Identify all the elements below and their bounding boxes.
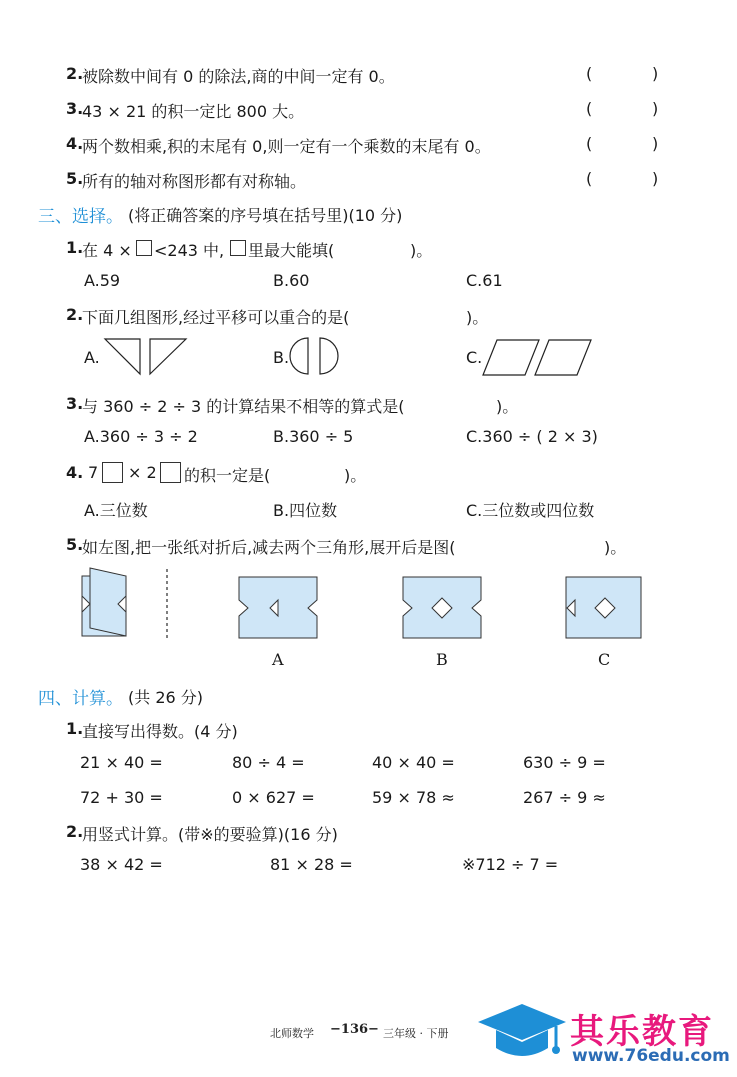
answer-paren-left[interactable]: ( xyxy=(586,169,593,188)
question-digit: 7 xyxy=(88,463,99,482)
question-number: 3. xyxy=(66,394,84,413)
question-text: 与 360 ÷ 2 ÷ 3 的计算结果不相等的算式是( xyxy=(82,397,405,416)
item-number: 2. xyxy=(66,64,84,83)
option-c[interactable]: C.360 ÷ ( 2 × 3) xyxy=(466,427,598,446)
option-b-label[interactable]: B xyxy=(436,650,448,669)
answer-paren-right: ) xyxy=(652,99,659,118)
option-a-label[interactable]: A. xyxy=(84,348,100,367)
option-a-triangles-figure xyxy=(104,338,194,378)
question-number: 1. xyxy=(66,719,84,738)
question-text-pre: 在 4 × xyxy=(82,241,132,260)
dashed-divider xyxy=(166,569,170,641)
answer-paren-close[interactable]: )。 xyxy=(496,397,519,416)
item-number: 3. xyxy=(66,99,84,118)
question-text: 下面几组图形,经过平移可以重合的是( xyxy=(82,308,350,327)
question-text: 的积一定是( xyxy=(184,466,271,485)
option-b-label[interactable]: B. xyxy=(273,348,290,367)
section-title: 三、选择。 xyxy=(38,207,123,227)
vertical-calc-item[interactable]: 38 × 42 = xyxy=(80,855,163,874)
footer-grade: 三年级 · 下册 xyxy=(383,1027,449,1040)
question-text: 如左图,把一张纸对折后,减去两个三角形,展开后是图( xyxy=(82,538,456,557)
answer-paren-close[interactable]: )。 xyxy=(344,466,367,485)
oral-calc-item[interactable]: 80 ÷ 4 = xyxy=(232,753,305,772)
option-b[interactable]: B.60 xyxy=(273,271,310,290)
item-text: 被除数中间有 0 的除法,商的中间一定有 0。 xyxy=(82,67,395,86)
oral-calc-item[interactable]: 59 × 78 ≈ xyxy=(372,788,455,807)
oral-calc-item[interactable]: 267 ÷ 9 ≈ xyxy=(523,788,606,807)
section-note: (将正确答案的序号填在括号里)(10 分) xyxy=(128,206,403,225)
option-b[interactable]: B.360 ÷ 5 xyxy=(273,427,354,446)
answer-paren-right: ) xyxy=(652,169,659,188)
blank-box xyxy=(134,239,154,258)
item-text: 所有的轴对称图形都有对称轴。 xyxy=(82,172,307,191)
brand-url: www.76edu.com xyxy=(572,1046,730,1066)
vertical-calc-item[interactable]: ※712 ÷ 7 = xyxy=(462,855,559,874)
option-a[interactable]: A.59 xyxy=(84,271,121,290)
page-number: −136− xyxy=(330,1022,379,1037)
unfolded-option-c-figure[interactable] xyxy=(565,576,643,640)
graduation-cap-icon xyxy=(476,1002,568,1066)
option-c-parallelograms-figure xyxy=(483,339,593,379)
question-number: 2. xyxy=(66,305,84,324)
unfolded-option-a-figure[interactable] xyxy=(238,576,320,640)
question-number: 1. xyxy=(66,238,84,257)
brand-name: 其乐教育 xyxy=(570,1012,714,1052)
blank-box xyxy=(158,462,183,484)
option-a-label[interactable]: A xyxy=(272,650,284,669)
option-b[interactable]: B.四位数 xyxy=(273,501,338,520)
answer-paren-left[interactable]: ( xyxy=(586,99,593,118)
question-text: 用竖式计算。(带※的要验算)(16 分) xyxy=(82,825,338,844)
question-number: 4. xyxy=(66,463,84,482)
answer-paren-right: ) xyxy=(652,134,659,153)
section-title: 四、计算。 xyxy=(38,689,123,709)
question-text-post2: 里最大能填( xyxy=(248,241,335,260)
option-c[interactable]: C.61 xyxy=(466,271,503,290)
answer-paren-right: ) xyxy=(652,64,659,83)
item-text: 43 × 21 的积一定比 800 大。 xyxy=(82,102,305,121)
item-text: 两个数相乘,积的末尾有 0,则一定有一个乘数的末尾有 0。 xyxy=(82,137,491,156)
option-b-semicircles-figure xyxy=(290,337,350,377)
oral-calc-item[interactable]: 72 + 30 = xyxy=(80,788,163,807)
option-c-label[interactable]: C xyxy=(598,650,611,669)
item-number: 5. xyxy=(66,169,84,188)
question-multiply: × 2 xyxy=(128,463,157,482)
oral-calc-item[interactable]: 630 ÷ 9 = xyxy=(523,753,606,772)
option-a[interactable]: A.三位数 xyxy=(84,501,148,520)
question-number: 2. xyxy=(66,822,84,841)
vertical-calc-item[interactable]: 81 × 28 = xyxy=(270,855,353,874)
oral-calc-item[interactable]: 0 × 627 = xyxy=(232,788,315,807)
question-number: 5. xyxy=(66,535,84,554)
option-c-label[interactable]: C. xyxy=(466,348,483,367)
answer-paren-close[interactable]: )。 xyxy=(604,538,627,557)
option-c[interactable]: C.三位数或四位数 xyxy=(466,501,595,520)
answer-paren-left[interactable]: ( xyxy=(586,134,593,153)
oral-calc-item[interactable]: 21 × 40 = xyxy=(80,753,163,772)
option-a[interactable]: A.360 ÷ 3 ÷ 2 xyxy=(84,427,198,446)
unfolded-option-b-figure[interactable] xyxy=(402,576,484,640)
question-text: 直接写出得数。(4 分) xyxy=(82,722,238,741)
section-note: (共 26 分) xyxy=(128,688,204,707)
question-text-post: <243 中, xyxy=(154,241,225,260)
blank-box xyxy=(100,462,125,484)
item-number: 4. xyxy=(66,134,84,153)
blank-box xyxy=(228,239,248,258)
answer-paren-left[interactable]: ( xyxy=(586,64,593,83)
oral-calc-item[interactable]: 40 × 40 = xyxy=(372,753,455,772)
folded-paper-figure xyxy=(80,566,140,638)
footer-book-title: 北师数学 xyxy=(270,1027,314,1040)
answer-paren-close[interactable]: )。 xyxy=(410,241,433,260)
answer-paren-close[interactable]: )。 xyxy=(466,308,489,327)
